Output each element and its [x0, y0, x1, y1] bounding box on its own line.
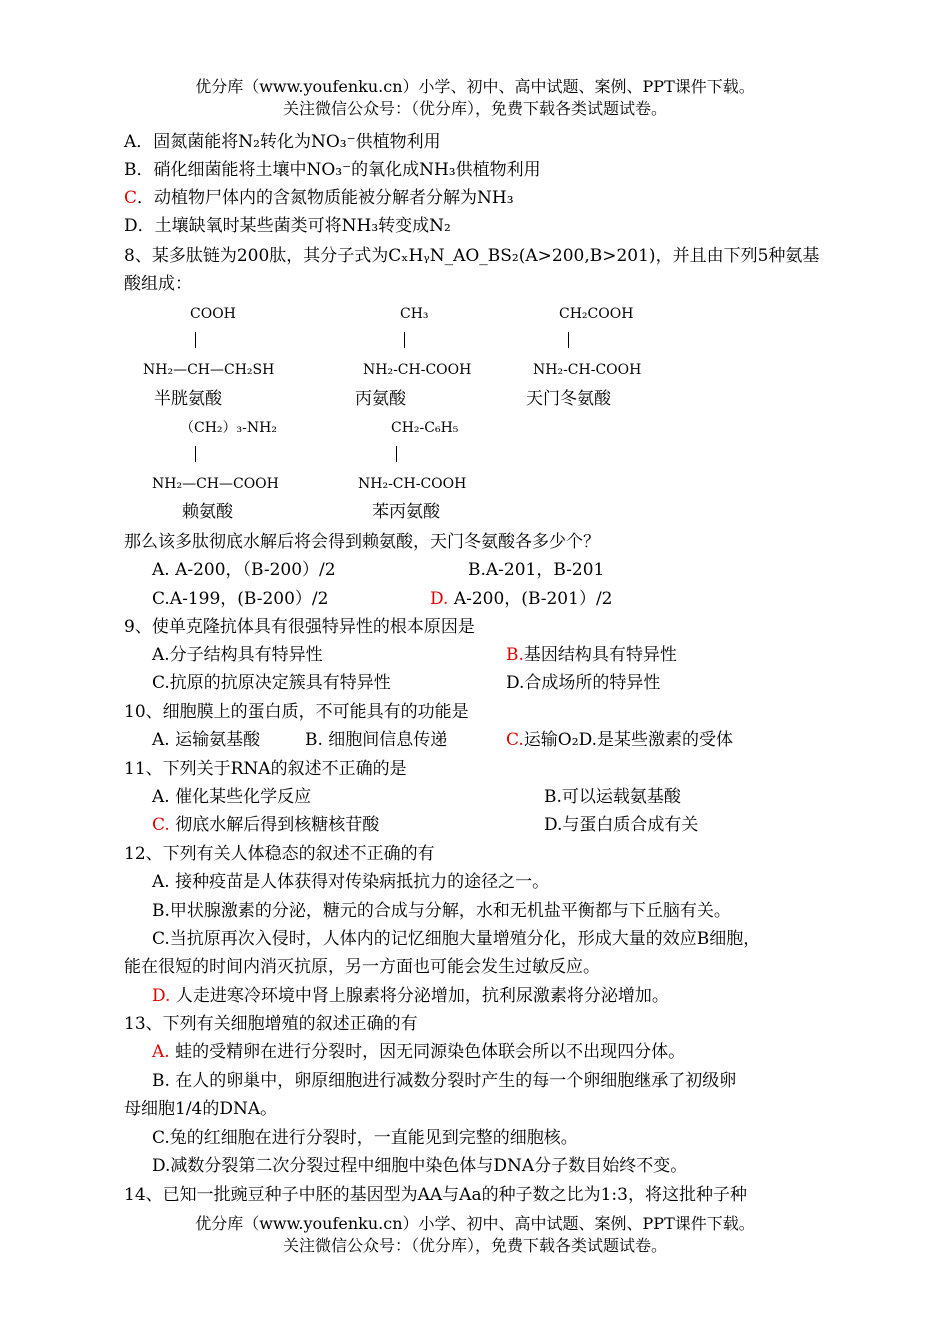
- lysine-bond: [195, 446, 196, 462]
- q10-option-a: A. 运输氨基酸: [152, 730, 261, 750]
- q7-option-a: A．固氮菌能将N₂转化为NO₃⁻供植物利用: [124, 132, 441, 152]
- q10-option-b: B. 细胞间信息传递: [305, 730, 448, 750]
- q9-answer-mark: B.: [506, 645, 524, 665]
- footer-line-1: 优分库（www.youfenku.cn）小学、初中、高中试题、案例、PPT课件下载。: [195, 1214, 755, 1233]
- footer-line-2: 关注微信公众号：（优分库），免费下载各类试题试卷。: [282, 1236, 667, 1255]
- q7-option-c: [124, 186, 514, 210]
- q11-option-a: A. 催化某些化学反应: [152, 787, 312, 807]
- cysteine-formula: NH₂—CH—CH₂SH: [143, 362, 275, 378]
- alanine-bond: [404, 332, 405, 348]
- lysine-formula: NH₂—CH—COOH: [152, 476, 279, 492]
- q9-option-c: C.抗原的抗原决定簇具有特异性: [152, 673, 391, 693]
- aspartate-formula: NH₂-CH-COOH: [533, 362, 642, 378]
- alanine-formula: NH₂-CH-COOH: [363, 362, 472, 378]
- header-line-2: 关注微信公众号：（优分库），免费下载各类试题试卷。: [282, 99, 667, 118]
- q7-answer-mark: C: [124, 188, 138, 208]
- q10-answer-mark: C.: [506, 730, 524, 750]
- phenylalanine-top-group: CH₂-C₆H₅: [391, 420, 459, 436]
- q9-option-b-text: 基因结构具有特异性: [523, 645, 677, 665]
- q8-answer-mark: D.: [430, 589, 449, 609]
- q13-answer-mark: A.: [152, 1042, 170, 1062]
- aspartate-name: 天门冬氨酸: [526, 389, 611, 409]
- q7-option-c-text: ．动植物尸体内的含氮物质能被分解者分解为NH₃: [137, 188, 514, 208]
- phenylalanine-formula: NH₂-CH-COOH: [358, 476, 467, 492]
- q13-option-a: [152, 1040, 685, 1064]
- cysteine-top-group: COOH: [190, 306, 236, 322]
- lysine-top-group: （CH₂）₃-NH₂: [180, 420, 277, 436]
- q8-question: 那么该多肽彻底水解后将会得到赖氨酸，天门冬氨酸各多少个？: [124, 532, 600, 552]
- q12-option-d: [152, 984, 669, 1008]
- q12-option-a: A. 接种疫苗是人体获得对传染病抵抗力的途径之一。: [152, 872, 550, 892]
- q8-option-d-text: A-200，(B-201）/2: [448, 589, 613, 609]
- q9-stem: 9、使单克隆抗体具有很强特异性的根本原因是: [124, 617, 475, 637]
- header-line-1: 优分库（www.youfenku.cn）小学、初中、高中试题、案例、PPT课件下载。: [195, 77, 755, 96]
- q13-option-c: C.兔的红细胞在进行分裂时，一直能见到完整的细胞核。: [152, 1128, 578, 1148]
- cysteine-name: 半胱氨酸: [154, 389, 222, 409]
- lysine-name: 赖氨酸: [182, 502, 233, 522]
- q7-option-b: B．硝化细菌能将土壤中NO₃⁻的氧化成NH₃供植物利用: [124, 160, 541, 180]
- q11-stem: 11、下列关于RNA的叙述不正确的是: [124, 759, 407, 779]
- q12-option-c-line-2: 能在很短的时间内消灭抗原，另一方面也可能会发生过敏反应。: [124, 957, 600, 977]
- aspartate-top-group: CH₂COOH: [559, 306, 634, 322]
- q12-stem: 12、下列有关人体稳态的叙述不正确的有: [124, 844, 435, 864]
- q8-option-a: A. A-200，（B-200）/2: [152, 560, 336, 580]
- q12-answer-mark: D.: [152, 986, 171, 1006]
- q11-answer-mark: C.: [152, 815, 170, 835]
- q9-option-b: [506, 643, 677, 667]
- q10-stem: 10、细胞膜上的蛋白质，不可能具有的功能是: [124, 702, 469, 722]
- phenylalanine-name: 苯丙氨酸: [372, 502, 440, 522]
- q9-option-d: D.合成场所的特异性: [506, 673, 661, 693]
- q11-option-c-text: 彻底水解后得到核糖核苷酸: [169, 815, 380, 835]
- aspartate-bond: [568, 332, 569, 348]
- q8-option-d: [430, 587, 613, 611]
- phenylalanine-bond: [396, 446, 397, 462]
- q12-option-c-line-1: C.当抗原再次入侵时，人体内的记忆细胞大量增殖分化，形成大量的效应B细胞，: [152, 929, 761, 949]
- q10-option-c-d: [506, 728, 733, 752]
- q8-stem-line-1: 8、某多肽链为200肽，其分子式为CₓHᵧN_AO_BS₂(A>200,B>201)，并且由下列5种氨基: [124, 246, 820, 266]
- alanine-top-group: CH₃: [400, 306, 429, 322]
- q14-stem: 14、已知一批豌豆种子中胚的基因型为AA与Aa的种子数之比为1:3，将这批种子种: [124, 1185, 747, 1205]
- q8-stem-line-2: 酸组成：: [124, 274, 192, 294]
- alanine-name: 丙氨酸: [355, 389, 406, 409]
- q8-option-c: C.A-199，(B-200）/2: [152, 589, 329, 609]
- q9-option-a: A.分子结构具有特异性: [152, 645, 323, 665]
- q7-option-d: D．土壤缺氧时某些菌类可将NH₃转变成N₂: [124, 216, 451, 236]
- q13-option-a-text: 蛙的受精卵在进行分裂时，因无同源染色体联会所以不出现四分体。: [169, 1042, 686, 1062]
- q12-option-d-text: 人走进寒冷环境中肾上腺素将分泌增加，抗利尿激素将分泌增加。: [170, 986, 669, 1006]
- q13-option-b-line-1: B. 在人的卵巢中，卵原细胞进行减数分裂时产生的每一个卵细胞继承了初级卵: [152, 1071, 737, 1091]
- q11-option-d: D.与蛋白质合成有关: [544, 815, 699, 835]
- q10-option-c-d-text: 运输O₂D.是某些激素的受体: [523, 730, 733, 750]
- q8-option-b: B.A-201，B-201: [468, 560, 605, 580]
- q13-option-b-line-2: 母细胞1/4的DNA。: [124, 1099, 278, 1119]
- q11-option-b: B.可以运载氨基酸: [544, 787, 681, 807]
- q11-option-c: [152, 813, 379, 837]
- q12-option-b: B.甲状腺激素的分泌，糖元的合成与分解，水和无机盐平衡都与下丘脑有关。: [152, 901, 731, 921]
- cysteine-bond: [195, 332, 196, 348]
- q13-option-d: D.减数分裂第二次分裂过程中细胞中染色体与DNA分子数目始终不变。: [152, 1156, 688, 1176]
- q13-stem: 13、下列有关细胞增殖的叙述正确的有: [124, 1014, 418, 1034]
